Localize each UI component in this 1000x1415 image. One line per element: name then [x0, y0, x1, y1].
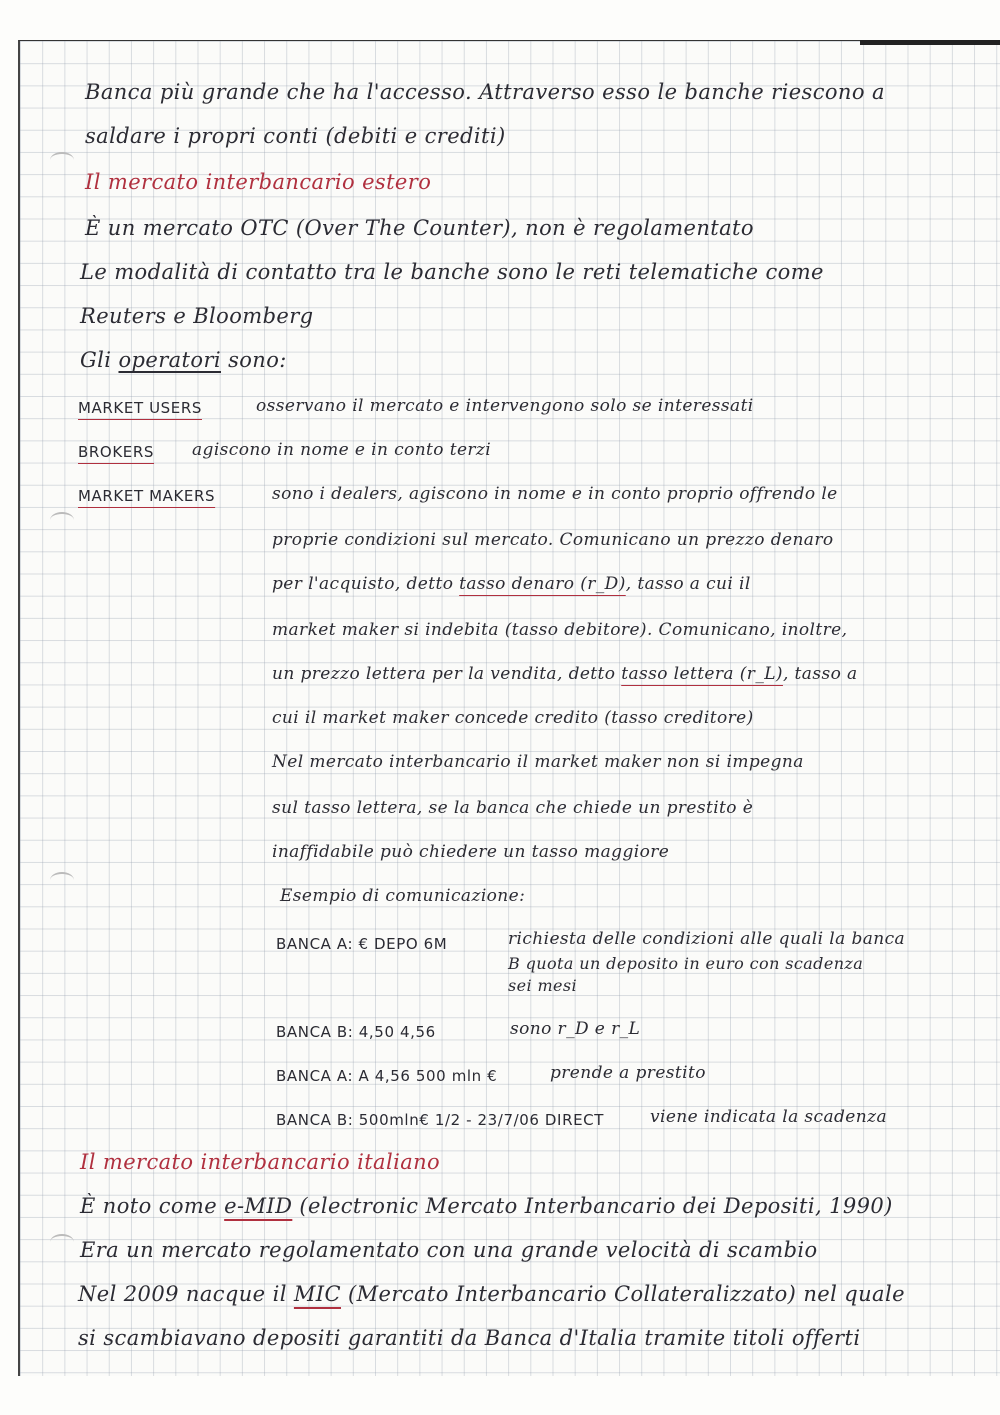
example-note: sono r_D e r_L: [510, 1019, 641, 1039]
text-line: [80, 348, 287, 372]
section-heading: Il mercato interbancario estero: [85, 170, 432, 194]
text-fragment: Nel 2009 nacque il: [78, 1282, 294, 1306]
text-fragment: un prezzo lettera per la vendita, detto: [272, 664, 622, 684]
example-code: BANCA B: 500mln€ 1/2 - 23/7/06 DIRECT: [276, 1111, 605, 1129]
example-note: prende a prestito: [550, 1063, 706, 1083]
page-edge-mark: [860, 40, 1000, 45]
text-fragment: Gli: [80, 348, 119, 372]
section-heading: Il mercato interbancario italiano: [80, 1150, 441, 1174]
term-definition: agiscono in nome e in conto terzi: [192, 440, 492, 460]
text-line: Reuters e Bloomberg: [80, 304, 314, 328]
example-code: BANCA A: € DEPO 6M: [276, 935, 448, 953]
text-fragment: per l'acquisto, detto: [272, 574, 460, 594]
term-definition: sono i dealers, agiscono in nome e in conto proprio offrendo le: [272, 484, 838, 504]
term-label: BROKERS: [78, 443, 154, 461]
margin-mark: [50, 1234, 74, 1250]
text-fragment: , tasso a: [782, 664, 858, 684]
example-note: B quota un deposito in euro con scadenza: [508, 954, 864, 973]
term-definition: [272, 664, 858, 684]
text-line: si scambiavano depositi garantiti da Banca d'Italia tramite titoli offerti: [78, 1326, 861, 1350]
text-fragment: sono:: [221, 348, 287, 372]
text-fragment: , tasso a cui il: [625, 574, 751, 594]
term-definition: Nel mercato interbancario il market maker non si impegna: [272, 752, 804, 772]
underlined-term: operatori: [118, 348, 221, 372]
term-definition: proprie condizioni sul mercato. Comunicano un prezzo denaro: [272, 530, 834, 550]
underlined-term: MIC: [293, 1282, 341, 1306]
text-fragment: (electronic Mercato Interbancario dei Depositi, 1990): [292, 1194, 893, 1218]
example-code: BANCA A: A 4,56 500 mln €: [276, 1067, 498, 1085]
term-label: MARKET USERS: [78, 399, 202, 417]
term-definition: cui il market maker concede credito (tasso creditore): [272, 708, 754, 728]
example-note: sei mesi: [508, 976, 578, 995]
text-fragment: È noto come: [80, 1194, 225, 1218]
term-definition: market maker si indebita (tasso debitore). Comunicano, inoltre,: [272, 620, 848, 640]
margin-mark: [50, 872, 74, 888]
underlined-term: tasso lettera (r_L): [621, 664, 783, 684]
margin-mark: [50, 512, 74, 528]
underlined-term: e-MID: [224, 1194, 293, 1218]
term-label: MARKET MAKERS: [78, 487, 216, 505]
text-line: Le modalità di contatto tra le banche sono le reti telematiche come: [80, 260, 824, 284]
example-note: richiesta delle condizioni alle quali la banca: [508, 929, 906, 949]
example-title: Esempio di comunicazione:: [280, 886, 526, 906]
underlined-term: tasso denaro (r_D): [459, 574, 626, 594]
text-line: Era un mercato regolamentato con una grande velocità di scambio: [80, 1238, 818, 1262]
text-fragment: (Mercato Interbancario Collateralizzato) nel quale: [340, 1282, 905, 1306]
margin-mark: [50, 152, 74, 168]
text-line: Banca più grande che ha l'accesso. Attraverso esso le banche riescono a: [85, 80, 885, 104]
text-line: saldare i propri conti (debiti e crediti): [85, 124, 506, 148]
text-line: [80, 1194, 893, 1218]
term-definition: [272, 574, 751, 594]
term-definition: osservano il mercato e intervengono solo se interessati: [256, 396, 754, 416]
text-line: [78, 1282, 905, 1306]
term-definition: inaffidabile può chiedere un tasso maggiore: [272, 842, 670, 862]
example-code: BANCA B: 4,50 4,56: [276, 1023, 436, 1041]
term-definition: sul tasso lettera, se la banca che chiede un prestito è: [272, 798, 754, 818]
text-line: È un mercato OTC (Over The Counter), non è regolamentato: [85, 216, 754, 240]
example-note: viene indicata la scadenza: [650, 1107, 887, 1127]
